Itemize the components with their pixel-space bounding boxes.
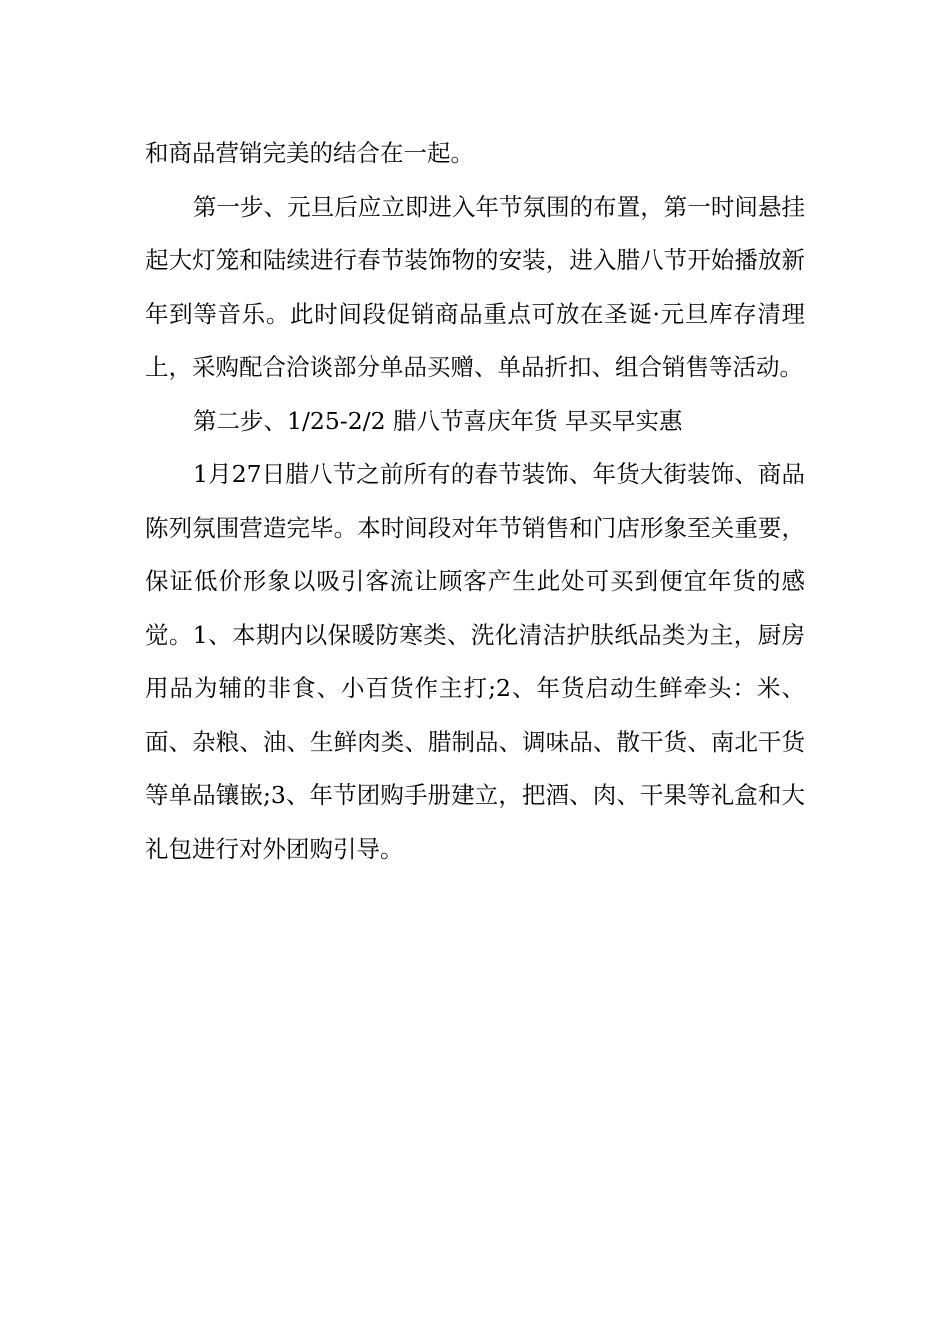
paragraph-step-two-detail: 1月27日腊八节之前所有的春节装饰、年货大街装饰、商品陈列氛围营造完毕。本时间段对年节销售和门店形象至关重要，保证低价形象以吸引客流让顾客产生此处可买到便宜年货的感觉。1、本期内以保暖防寒类、洗化清洁护肤纸品类为主，厨房用品为辅的非食、小百货作主打;2、年货启动生鲜牵头：米、面、杂粮、油、生鲜肉类、腊制品、调味品、散干货、南北干货等单品镶嵌;3、年节团购手册建立，把酒、肉、干果等礼盒和大礼包进行对外团购引导。	[145, 460, 805, 863]
paragraph-continuation: 和商品营销完美的结合在一起。	[145, 139, 474, 167]
document-body	[145, 127, 805, 876]
paragraph-step-one: 第一步、元旦后应立即进入年节氛围的布置，第一时间悬挂起大灯笼和陆续进行春节装饰物的安装，进入腊八节开始播放新年到等音乐。此时间段促销商品重点可放在圣诞·元旦库存清理上，采购配合洽谈部分单品买赠、单品折扣、组合销售等活动。	[145, 192, 805, 381]
paragraph-step-two-heading: 第二步、1/25-2/2 腊八节喜庆年货 早买早实惠	[193, 406, 683, 435]
